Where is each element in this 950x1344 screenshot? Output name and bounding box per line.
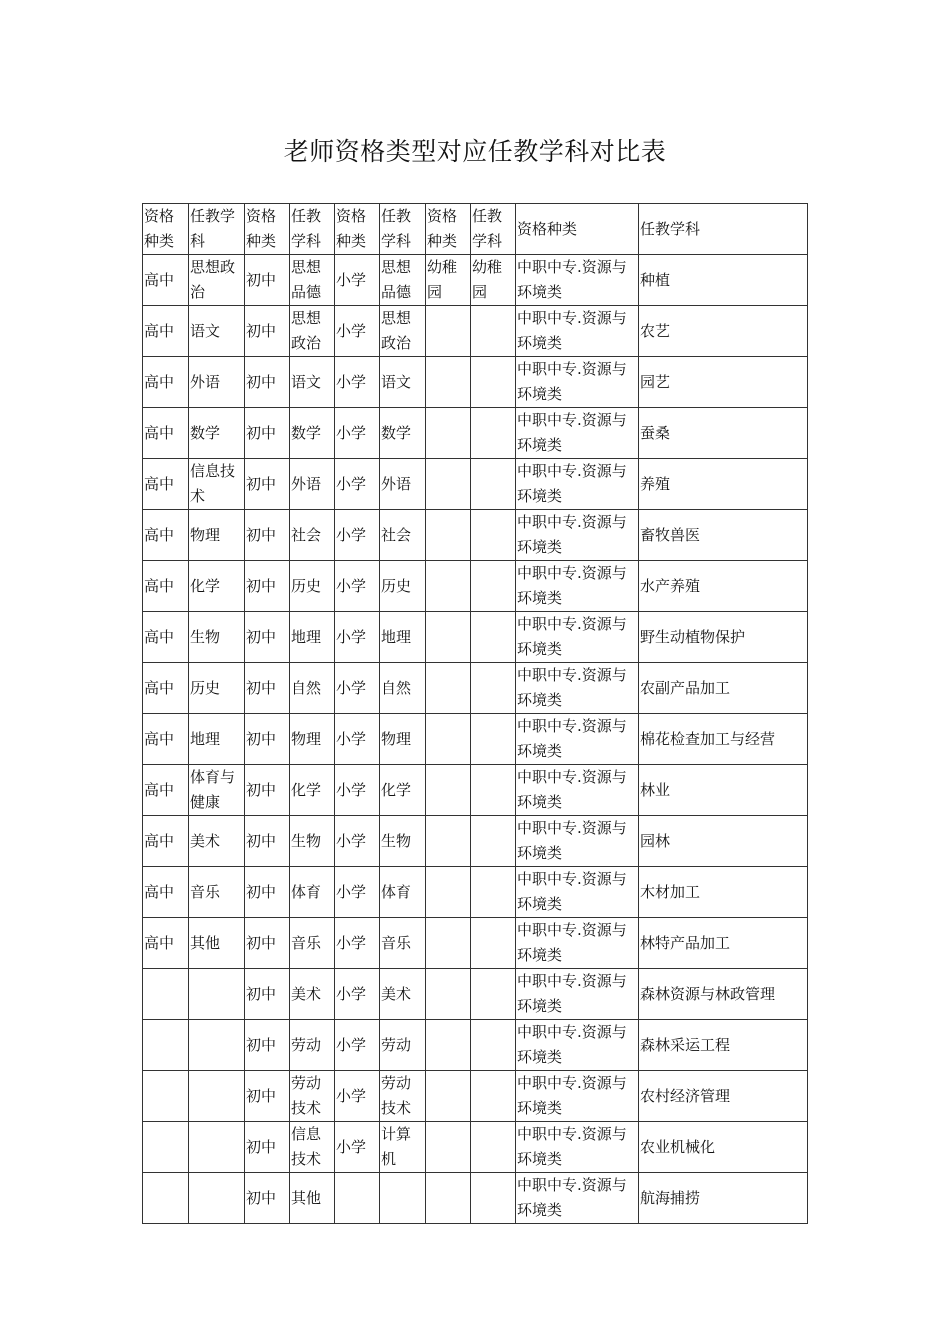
table-cell: 高中 xyxy=(143,663,189,714)
table-cell: 劳动技术 xyxy=(290,1071,335,1122)
table-cell xyxy=(143,969,189,1020)
table-cell: 语文 xyxy=(290,357,335,408)
table-cell: 体育 xyxy=(380,867,426,918)
table-cell xyxy=(426,816,471,867)
table-cell xyxy=(471,408,516,459)
table-cell: 初中 xyxy=(245,306,290,357)
table-cell: 小学 xyxy=(335,306,380,357)
table-cell: 航海捕捞 xyxy=(639,1173,808,1224)
table-cell: 小学 xyxy=(335,561,380,612)
table-cell: 劳动 xyxy=(380,1020,426,1071)
table-cell: 生物 xyxy=(380,816,426,867)
table-cell xyxy=(426,663,471,714)
table-cell: 初中 xyxy=(245,969,290,1020)
table-cell: 物理 xyxy=(290,714,335,765)
table-cell xyxy=(471,306,516,357)
table-cell xyxy=(471,714,516,765)
table-cell: 化学 xyxy=(189,561,245,612)
table-cell xyxy=(426,969,471,1020)
table-cell xyxy=(471,918,516,969)
table-row xyxy=(143,612,808,663)
table-cell: 高中 xyxy=(143,714,189,765)
table-cell: 思想政治 xyxy=(380,306,426,357)
table-cell: 社会 xyxy=(290,510,335,561)
table-cell: 物理 xyxy=(380,714,426,765)
table-cell: 中职中专.资源与环境类 xyxy=(516,1173,639,1224)
table-cell: 初中 xyxy=(245,357,290,408)
table-cell: 初中 xyxy=(245,612,290,663)
table-cell: 初中 xyxy=(245,1071,290,1122)
table-cell xyxy=(471,1020,516,1071)
table-cell: 思想政治 xyxy=(189,255,245,306)
table-cell: 中职中专.资源与环境类 xyxy=(516,969,639,1020)
header-cell: 资格种类 xyxy=(516,204,639,255)
table-cell: 小学 xyxy=(335,969,380,1020)
table-cell: 劳动 xyxy=(290,1020,335,1071)
table-row xyxy=(143,408,808,459)
table-cell xyxy=(189,1020,245,1071)
table-cell xyxy=(471,1122,516,1173)
table-cell: 小学 xyxy=(335,765,380,816)
table-cell: 中职中专.资源与环境类 xyxy=(516,867,639,918)
table-cell xyxy=(380,1173,426,1224)
table-cell: 中职中专.资源与环境类 xyxy=(516,510,639,561)
table-cell xyxy=(426,1173,471,1224)
table-cell: 美术 xyxy=(290,969,335,1020)
table-cell: 高中 xyxy=(143,255,189,306)
table-cell: 养殖 xyxy=(639,459,808,510)
table-cell xyxy=(471,459,516,510)
table-cell: 体育与健康 xyxy=(189,765,245,816)
table-cell: 计算机 xyxy=(380,1122,426,1173)
table-row xyxy=(143,816,808,867)
table-cell: 小学 xyxy=(335,816,380,867)
table-cell: 美术 xyxy=(380,969,426,1020)
table-cell: 林业 xyxy=(639,765,808,816)
table-cell: 初中 xyxy=(245,408,290,459)
table-cell: 自然 xyxy=(380,663,426,714)
table-cell: 森林资源与林政管理 xyxy=(639,969,808,1020)
table-cell xyxy=(471,765,516,816)
table-cell: 体育 xyxy=(290,867,335,918)
subject-comparison-table xyxy=(142,203,808,1224)
table-row xyxy=(143,357,808,408)
table-cell xyxy=(189,969,245,1020)
header-cell: 资格种类 xyxy=(426,204,471,255)
table-cell xyxy=(471,1071,516,1122)
table-cell: 美术 xyxy=(189,816,245,867)
table-cell: 语文 xyxy=(189,306,245,357)
table-cell: 小学 xyxy=(335,1071,380,1122)
table-cell: 小学 xyxy=(335,1122,380,1173)
table-cell: 外语 xyxy=(380,459,426,510)
table-cell: 思想品德 xyxy=(290,255,335,306)
table-cell: 林特产品加工 xyxy=(639,918,808,969)
table-cell: 小学 xyxy=(335,510,380,561)
table-cell: 物理 xyxy=(189,510,245,561)
table-cell: 高中 xyxy=(143,306,189,357)
table-cell: 思想政治 xyxy=(290,306,335,357)
table-cell: 高中 xyxy=(143,612,189,663)
table-cell: 生物 xyxy=(290,816,335,867)
table-cell: 中职中专.资源与环境类 xyxy=(516,306,639,357)
table-cell xyxy=(426,510,471,561)
table-cell: 初中 xyxy=(245,867,290,918)
table-cell: 信息技术 xyxy=(290,1122,335,1173)
table-cell: 园林 xyxy=(639,816,808,867)
table-cell xyxy=(426,1122,471,1173)
table-cell: 水产养殖 xyxy=(639,561,808,612)
table-cell: 中职中专.资源与环境类 xyxy=(516,765,639,816)
table-cell: 小学 xyxy=(335,1020,380,1071)
table-cell: 中职中专.资源与环境类 xyxy=(516,816,639,867)
table-cell: 中职中专.资源与环境类 xyxy=(516,714,639,765)
table-cell: 中职中专.资源与环境类 xyxy=(516,1020,639,1071)
table-cell: 初中 xyxy=(245,765,290,816)
table-row xyxy=(143,1071,808,1122)
table-row xyxy=(143,663,808,714)
table-cell: 中职中专.资源与环境类 xyxy=(516,459,639,510)
table-cell: 中职中专.资源与环境类 xyxy=(516,408,639,459)
table-cell xyxy=(426,1071,471,1122)
table-cell: 信息技术 xyxy=(189,459,245,510)
table-cell: 农村经济管理 xyxy=(639,1071,808,1122)
table-cell: 自然 xyxy=(290,663,335,714)
table-cell xyxy=(426,612,471,663)
table-cell: 野生动植物保护 xyxy=(639,612,808,663)
table-cell xyxy=(471,969,516,1020)
table-cell: 化学 xyxy=(290,765,335,816)
table-cell: 思想品德 xyxy=(380,255,426,306)
header-cell: 任教学科 xyxy=(471,204,516,255)
table-cell xyxy=(426,306,471,357)
header-cell: 资格种类 xyxy=(245,204,290,255)
table-cell: 音乐 xyxy=(189,867,245,918)
table-cell: 小学 xyxy=(335,612,380,663)
table-cell: 农艺 xyxy=(639,306,808,357)
table-cell: 初中 xyxy=(245,1020,290,1071)
table-row xyxy=(143,1020,808,1071)
table-cell xyxy=(143,1122,189,1173)
table-cell: 幼稚园 xyxy=(471,255,516,306)
header-cell: 任教学科 xyxy=(639,204,808,255)
table-cell: 农副产品加工 xyxy=(639,663,808,714)
header-cell: 任教学科 xyxy=(290,204,335,255)
table-cell: 音乐 xyxy=(380,918,426,969)
table-row xyxy=(143,1122,808,1173)
table-cell: 种植 xyxy=(639,255,808,306)
table-cell: 高中 xyxy=(143,459,189,510)
header-cell: 资格种类 xyxy=(335,204,380,255)
table-cell: 数学 xyxy=(380,408,426,459)
table-cell: 小学 xyxy=(335,714,380,765)
table-cell: 中职中专.资源与环境类 xyxy=(516,1122,639,1173)
table-cell: 森林采运工程 xyxy=(639,1020,808,1071)
table-cell: 初中 xyxy=(245,1122,290,1173)
table-cell: 初中 xyxy=(245,816,290,867)
table-cell xyxy=(143,1173,189,1224)
table-cell xyxy=(335,1173,380,1224)
table-cell: 高中 xyxy=(143,510,189,561)
table-cell xyxy=(189,1122,245,1173)
table-cell: 小学 xyxy=(335,357,380,408)
table-cell: 幼稚园 xyxy=(426,255,471,306)
table-row xyxy=(143,306,808,357)
table-body xyxy=(143,255,808,1224)
table-cell xyxy=(426,765,471,816)
table-cell: 农业机械化 xyxy=(639,1122,808,1173)
table-cell xyxy=(471,357,516,408)
page-title: 老师资格类型对应任教学科对比表 xyxy=(283,137,667,166)
table-cell xyxy=(426,867,471,918)
table-cell xyxy=(471,612,516,663)
table-cell: 历史 xyxy=(290,561,335,612)
table-cell xyxy=(426,1020,471,1071)
table-cell: 初中 xyxy=(245,561,290,612)
table-cell xyxy=(189,1173,245,1224)
table-cell: 棉花检查加工与经营 xyxy=(639,714,808,765)
table-cell: 初中 xyxy=(245,255,290,306)
table-cell: 小学 xyxy=(335,255,380,306)
table-cell: 中职中专.资源与环境类 xyxy=(516,1071,639,1122)
table-cell: 园艺 xyxy=(639,357,808,408)
table-cell: 初中 xyxy=(245,510,290,561)
table-cell: 语文 xyxy=(380,357,426,408)
table-cell: 初中 xyxy=(245,663,290,714)
table-cell: 小学 xyxy=(335,867,380,918)
table-cell xyxy=(143,1071,189,1122)
table-cell: 高中 xyxy=(143,816,189,867)
table-cell: 中职中专.资源与环境类 xyxy=(516,612,639,663)
table-cell: 中职中专.资源与环境类 xyxy=(516,918,639,969)
table-cell: 高中 xyxy=(143,561,189,612)
table-cell xyxy=(426,714,471,765)
table-row xyxy=(143,867,808,918)
table-cell xyxy=(471,510,516,561)
table-cell: 中职中专.资源与环境类 xyxy=(516,561,639,612)
table-cell xyxy=(471,663,516,714)
table-cell: 高中 xyxy=(143,765,189,816)
table-cell xyxy=(471,816,516,867)
table-cell: 地理 xyxy=(380,612,426,663)
table-header-row xyxy=(143,204,808,255)
table-cell: 小学 xyxy=(335,408,380,459)
table-row xyxy=(143,459,808,510)
table-cell: 数学 xyxy=(189,408,245,459)
table-cell xyxy=(143,1020,189,1071)
table-cell: 高中 xyxy=(143,408,189,459)
table-row xyxy=(143,510,808,561)
table-cell: 社会 xyxy=(380,510,426,561)
header-cell: 任教学科 xyxy=(380,204,426,255)
table-cell: 劳动技术 xyxy=(380,1071,426,1122)
table-cell xyxy=(471,1173,516,1224)
table-cell: 初中 xyxy=(245,918,290,969)
table-cell: 历史 xyxy=(380,561,426,612)
table-row xyxy=(143,969,808,1020)
table-row xyxy=(143,918,808,969)
table-cell: 高中 xyxy=(143,918,189,969)
table-cell: 初中 xyxy=(245,1173,290,1224)
table-cell: 化学 xyxy=(380,765,426,816)
table-cell xyxy=(426,918,471,969)
table-cell: 中职中专.资源与环境类 xyxy=(516,255,639,306)
table-cell: 初中 xyxy=(245,459,290,510)
table-row xyxy=(143,255,808,306)
table-cell: 中职中专.资源与环境类 xyxy=(516,357,639,408)
table-cell: 地理 xyxy=(290,612,335,663)
table-cell: 其他 xyxy=(290,1173,335,1224)
table-cell xyxy=(471,867,516,918)
table-cell xyxy=(426,357,471,408)
table-cell: 历史 xyxy=(189,663,245,714)
table-cell: 地理 xyxy=(189,714,245,765)
table-cell: 木材加工 xyxy=(639,867,808,918)
table-cell xyxy=(426,408,471,459)
table-cell: 高中 xyxy=(143,867,189,918)
header-cell: 任教学科 xyxy=(189,204,245,255)
table-cell: 小学 xyxy=(335,918,380,969)
table-cell: 蚕桑 xyxy=(639,408,808,459)
table-row xyxy=(143,1173,808,1224)
table-cell xyxy=(426,459,471,510)
header-cell: 资格种类 xyxy=(143,204,189,255)
table-cell: 小学 xyxy=(335,459,380,510)
table-cell: 畜牧兽医 xyxy=(639,510,808,561)
table-cell: 生物 xyxy=(189,612,245,663)
table-cell: 小学 xyxy=(335,663,380,714)
table-cell: 初中 xyxy=(245,714,290,765)
table-cell xyxy=(426,561,471,612)
table-cell xyxy=(189,1071,245,1122)
table-cell xyxy=(471,561,516,612)
table-cell: 外语 xyxy=(290,459,335,510)
table-cell: 外语 xyxy=(189,357,245,408)
table-row xyxy=(143,765,808,816)
table-cell: 音乐 xyxy=(290,918,335,969)
table-cell: 数学 xyxy=(290,408,335,459)
table-cell: 高中 xyxy=(143,357,189,408)
table-cell: 其他 xyxy=(189,918,245,969)
table-row xyxy=(143,561,808,612)
table-cell: 中职中专.资源与环境类 xyxy=(516,663,639,714)
table-row xyxy=(143,714,808,765)
